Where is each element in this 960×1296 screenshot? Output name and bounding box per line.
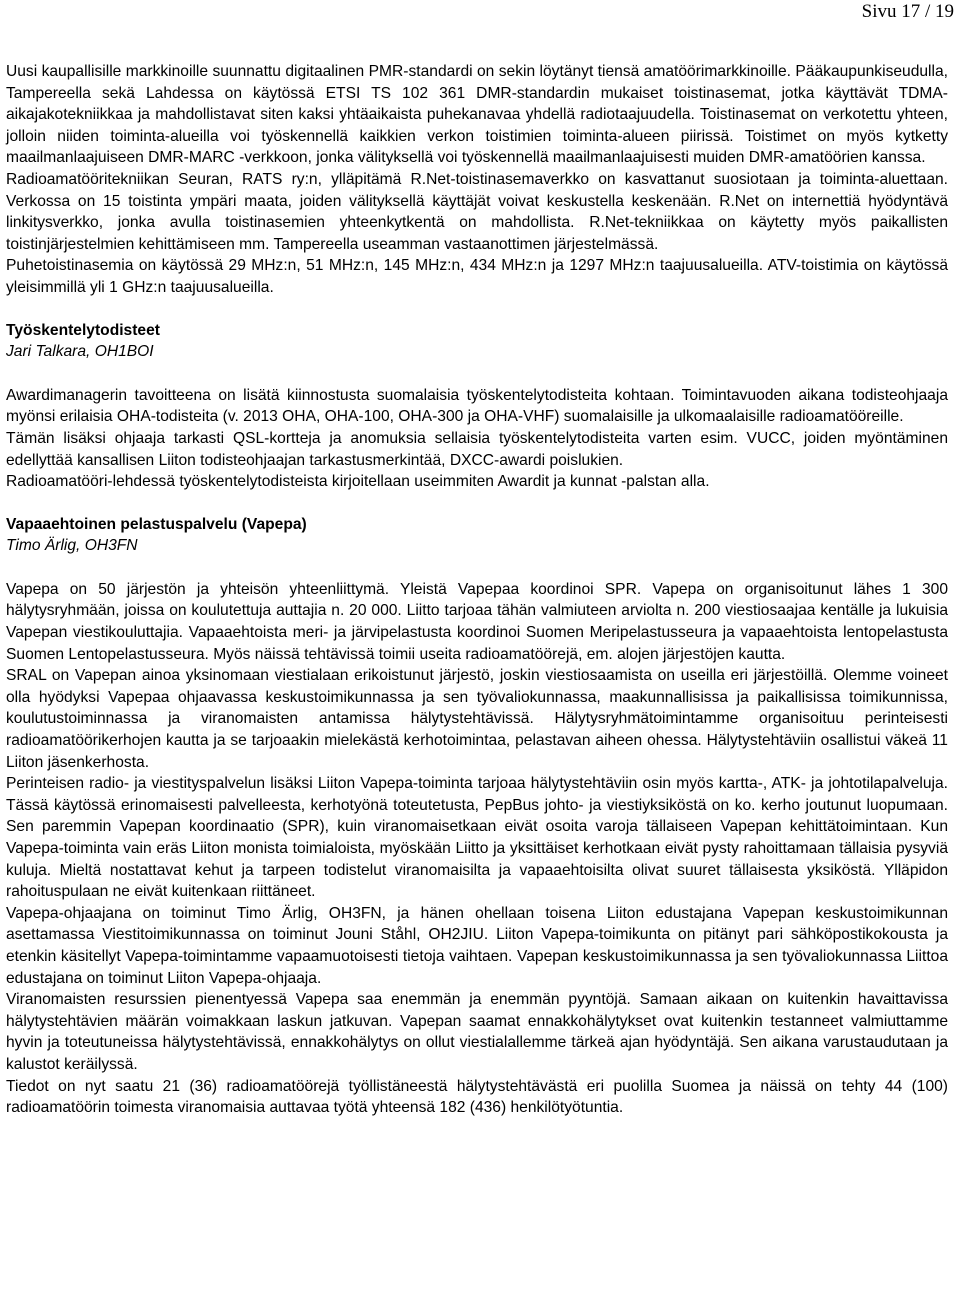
intro-paragraph-3: Puhetoistinasemia on käytössä 29 MHz:n, 51 MHz:n, 145 MHz:n, 434 MHz:n ja 1297 MHz:n taajuusalueilla. ATV-toistimia on käytössä yleisimmillä yli 1 GHz:n taajuusalueilla. <box>6 257 948 296</box>
section-author-awards: Jari Talkara, OH1BOI <box>6 343 154 361</box>
vapepa-paragraph-4: Vapepa-ohjaajana on toiminut Timo Ärlig, OH3FN, ja hänen ohellaan toisena Liiton edustajana Vapepan keskustoimikunnan asettamassa Viestitoimikunnassa on toiminut Jouni Ståhl, OH2JIU. Liiton Vapepa-toimikunta on pitänyt pari sähköpostikokousta ja etenkin käsitellyt Vapepa-toimintamme vapaamuotoisesti tietoja vaihtaen. Vapepan keskustoimikunnassa ja sen työvaliokunnassa Liittoa edustajana on toiminut Liiton Vapepa-ohjaaja. <box>6 904 948 987</box>
intro-paragraph-2: Radioamatööritekniikan Seuran, RATS ry:n, ylläpitämä R.Net-toistinasemaverkko on kasvattanut suosiotaan ja toiminta-aluettaan. Verkossa on 15 toistinta ympäri maata, joiden välityksellä käyttäjät voivat keskustella keskenään. R.Net on internettiä hyödyntävä linkitysverkko, jonka avulla toistinasemien yhteenkytkentä on mahdollista. R.Net-tekniikkaa on käytetty myös paikallisten toistinjärjestelmien kehittämiseen mm. Tampereella useamman vastaanottimen järjestelmässä. <box>6 170 948 253</box>
awards-paragraph-1: Awardimanagerin tavoitteena on lisätä kiinnostusta suomalaisia työskentelytodisteita kohtaan. Toimintavuoden aikana todisteohjaaja myönsi erilaisia OHA-todisteita (v. 2013 OHA, OHA-100, OHA-300 ja OHA-VHF) suomalaisille ja ulkomaalaisille radioamatööreille. <box>6 386 948 426</box>
vapepa-paragraph-2: SRAL on Vapepan ainoa yksinomaan viestialaan erikoistunut järjestö, joskin viestiosaamista on useilla eri järjestöillä. Olemme voineet olla hyödyksi Vapepaa ohjaavassa keskustoimikunnassa ja sen työvaliokunnassa, maakunnallisissa ja paikallisissa toimikunnissa, koulutustoiminnassa ja viranomaisten antamissa hälytystehtävissä. Hälytysryhmätoimintamme organisoituu perinteisesti radioamatöörikerhojen kautta ja se tarjoaakin mielekästä kerhotoimintaa, pelastavan aiheen ohessa. Hälytystehtäviin osallistui väkeä 11 Liiton jäsenkerhosta. <box>6 667 948 771</box>
vapepa-paragraph-6: Tiedot on nyt saatu 21 (36) radioamatöörejä työllistäneestä hälytystehtävästä eri puolilla Suomea ja näissä on tehty 44 (100) radioamatöörin toimesta viranomaisia auttavaa työtä yhteensä 182 (436) henkilötyötuntia. <box>6 1077 948 1117</box>
section-author-vapepa: Timo Ärlig, OH3FN <box>6 537 138 555</box>
intro-paragraph-1: Uusi kaupallisille markkinoille suunnattu digitaalinen PMR-standardi on sekin löytänyt tiensä amatöörimarkkinoille. Pääkaupunkiseudulla, Tampereella sekä Lahdessa on käytössä ETSI TS 102 361 DMR-standardin mukaiset toistinasemat, jotka käyttävät TDMA-aikajakotekniikkaa ja mahdollistavat siten kaksi yhtäaikaista puhekanavaa yhdellä radiotaajuudella. Toistinasemat on verkotettu yhteen, jolloin niiden toiminta-alueilla voi työskennellä kaikkien verkon toistimien toiminta-alueen piirissä. Toistimet on myös kytketty maailmanlaajuiseen DMR-MARC -verkkoon, jonka välityksellä voi työskennellä maailmanlaajuisesti muiden DMR-amatöörien kanssa. <box>6 63 948 167</box>
document-body <box>6 61 948 1119</box>
section-title-awards: Työskentelytodisteet <box>6 321 160 339</box>
section-spacer <box>6 299 948 320</box>
vapepa-paragraph-3: Perinteisen radio- ja viestityspalvelun lisäksi Liiton Vapepa-toiminta tarjoaa hälytystehtäviin osin myös kartta-, ATK- ja johtotilapalveluja. Tässä käytössä erinomaisesti palvelleesta, kerhotyönä toteutetusta, PepBus johto- ja viestiyksiköstä on ko. kerho joutunut luopumaan. Sen paremmin Vapepan koordinaatio (SPR), kuin viranomaisetkaan eivät osoita varoja tällaiseen Vapepan kehittätoimintaan. Kun Vapepa-toiminta vain eräs Liiton monista toimialoista, myöskään Liitto ja yksittäiset kerhotkaan eivät pysty rahoittamaan tällaisia pysyviä kuluja. Mieltä nostattavat kehut ja tarpeen todistelut viranomaisilta ja vapaaehtoisilta olivat suuret tällaisesta yksiköstä. Ylläpidon rahoituspulaan ne eivät kuitenkaan riittäneet. <box>6 775 948 901</box>
section-spacer <box>6 493 948 514</box>
page-number: Sivu 17 / 19 <box>861 1 954 22</box>
section-spacer <box>6 557 948 579</box>
vapepa-paragraph-5: Viranomaisten resurssien pienentyessä Vapepa saa enemmän ja enemmän pyyntöjä. Samaan aikaan on kuitenkin havaittavissa hälytystehtävien määrän voimakkaan laskun jatkuvan. Vapepan saamat ennakkohälytykset ovat kuitenkin testanneet valmiuttamme hyvin ja toteutuneissa hälytystehtävissä, ennakkohälytys on ollut viestialallemme tärkeä ajan hyödyntäjä. Sen aikana varustaudutaan ja kalustot keräilyssä. <box>6 991 948 1073</box>
awards-paragraph-2: Tämän lisäksi ohjaaja tarkasti QSL-kortteja ja anomuksia sellaisia työskentelytodisteita varten esim. VUCC, joiden myöntäminen edellyttää kansallisen Liiton todisteohjaajan tarkastusmerkintää, DXCC-awardi poislukien. <box>6 429 948 469</box>
section-spacer <box>6 363 948 385</box>
awards-paragraph-3: Radioamatööri-lehdessä työskentelytodisteista kirjoitellaan useimmiten Awardit ja kunnat -palstan alla. <box>6 473 710 491</box>
vapepa-paragraph-1: Vapepa on 50 järjestön ja yhteisön yhteenliittymä. Yleistä Vapepaa koordinoi SPR. Vapepa on organisoitunut lähes 1 300 hälytysryhmään, joissa on koulutettuja auttajia n. 20 000. Liitto tarjoaa tähän valmiuteen arviolta n. 200 viestiosaajaa kentälle ja lukuisia Vapepan viestikouluttajia. Vapaaehtoista meri- ja järvipelastusta koordinoi Suomen Meripelastusseura ja vapaaehtoista lentopelastusta Suomen Lentopelastusseura. Myös näissä tehtävissä toimii useita radioamatöörejä, em. alojen järjestöjen kautta. <box>6 580 948 663</box>
section-title-vapepa: Vapaaehtoinen pelastuspalvelu (Vapepa) <box>6 515 307 533</box>
